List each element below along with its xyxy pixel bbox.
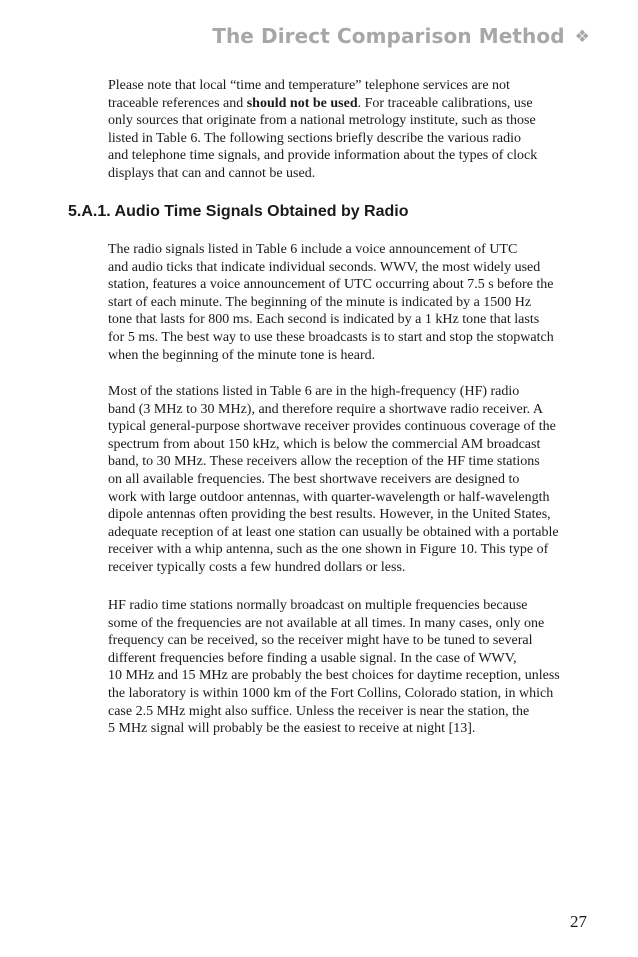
section-heading: 5.A.1. Audio Time Signals Obtained by Radio (68, 203, 409, 220)
running-header (212, 24, 590, 48)
text-line: frequency can be received, so the receiver might have to be tuned to several (108, 633, 533, 649)
text-line: when the beginning of the minute tone is heard. (108, 347, 376, 363)
text-line: dipole antennas often providing the best results. However, in the United States, (108, 507, 551, 523)
text-line: listed in Table 6. The following sections briefly describe the various radio (108, 130, 521, 146)
ornament-icon: ❖ (574, 27, 590, 47)
page-number: 27 (570, 912, 587, 931)
text-line: station, features a voice announcement of UTC occurring about 7.5 s before the (108, 277, 554, 293)
text-line: work with large outdoor antennas, with quarter-wavelength or half-wavelength (108, 489, 550, 505)
text-line: different frequencies before finding a usable signal. In the case of WWV, (108, 650, 517, 666)
running-header-title: The Direct Comparison Method (212, 24, 565, 48)
paragraph-multiple-frequencies (108, 597, 590, 738)
text-line: start of each minute. The beginning of the minute is indicated by a 1500 Hz (108, 294, 532, 310)
text-line: Please note that local “time and temperature” telephone services are not (108, 78, 510, 93)
text-line: the laboratory is within 1000 km of the Fort Collins, Colorado station, in which (108, 685, 554, 701)
text-line: typical general-purpose shortwave receiver provides continuous coverage of the (108, 419, 556, 435)
text-line: band, to 30 MHz. These receivers allow the reception of the HF time stations (108, 454, 540, 470)
text-line: 5 MHz signal will probably be the easiest to receive at night [13]. (108, 721, 476, 737)
text-line (108, 95, 590, 113)
text-line: only sources that originate from a national metrology institute, such as those (108, 113, 536, 129)
text-line: some of the frequencies are not available at all times. In many cases, only one (108, 615, 545, 631)
text-line: and audio ticks that indicate individual seconds. WWV, the most widely used (108, 259, 541, 275)
paragraph-radio-signals (108, 241, 590, 364)
text-line: Most of the stations listed in Table 6 are in the high-frequency (HF) radio (108, 384, 520, 399)
text-line: displays that can and cannot be used. (108, 165, 316, 181)
text-line: adequate reception of at least one station can usually be obtained with a portable (108, 524, 559, 540)
text-line: HF radio time stations normally broadcast on multiple frequencies because (108, 598, 528, 613)
emphasis-should-not-be-used: should not be used (246, 95, 358, 111)
text-line: spectrum from about 150 kHz, which is below the commercial AM broadcast (108, 436, 541, 452)
text-line: tone that lasts for 800 ms. Each second is indicated by a 1 kHz tone that lasts (108, 312, 540, 328)
text-line: on all available frequencies. The best shortwave receivers are designed to (108, 471, 520, 487)
text-line: and telephone time signals, and provide information about the types of clock (108, 148, 538, 164)
paragraph-shortwave-receivers (108, 383, 590, 577)
text-line: The radio signals listed in Table 6 include a voice announcement of UTC (108, 242, 518, 257)
text-line: receiver typically costs a few hundred dollars or less. (108, 559, 406, 575)
text-line: band (3 MHz to 30 MHz), and therefore require a shortwave radio receiver. A (108, 401, 543, 417)
text-line: case 2.5 MHz might also suffice. Unless the receiver is near the station, the (108, 703, 530, 719)
text-line: 10 MHz and 15 MHz are probably the best choices for daytime reception, unless (108, 668, 560, 684)
text-line: receiver with a whip antenna, such as the one shown in Figure 10. This type of (108, 542, 549, 558)
text-span: . For traceable calibrations, use (357, 95, 533, 111)
text-line: for 5 ms. The best way to use these broadcasts is to start and stop the stopwatch (108, 329, 554, 345)
text-span: traceable references and (108, 95, 247, 111)
paragraph-traceability-note (108, 77, 590, 183)
